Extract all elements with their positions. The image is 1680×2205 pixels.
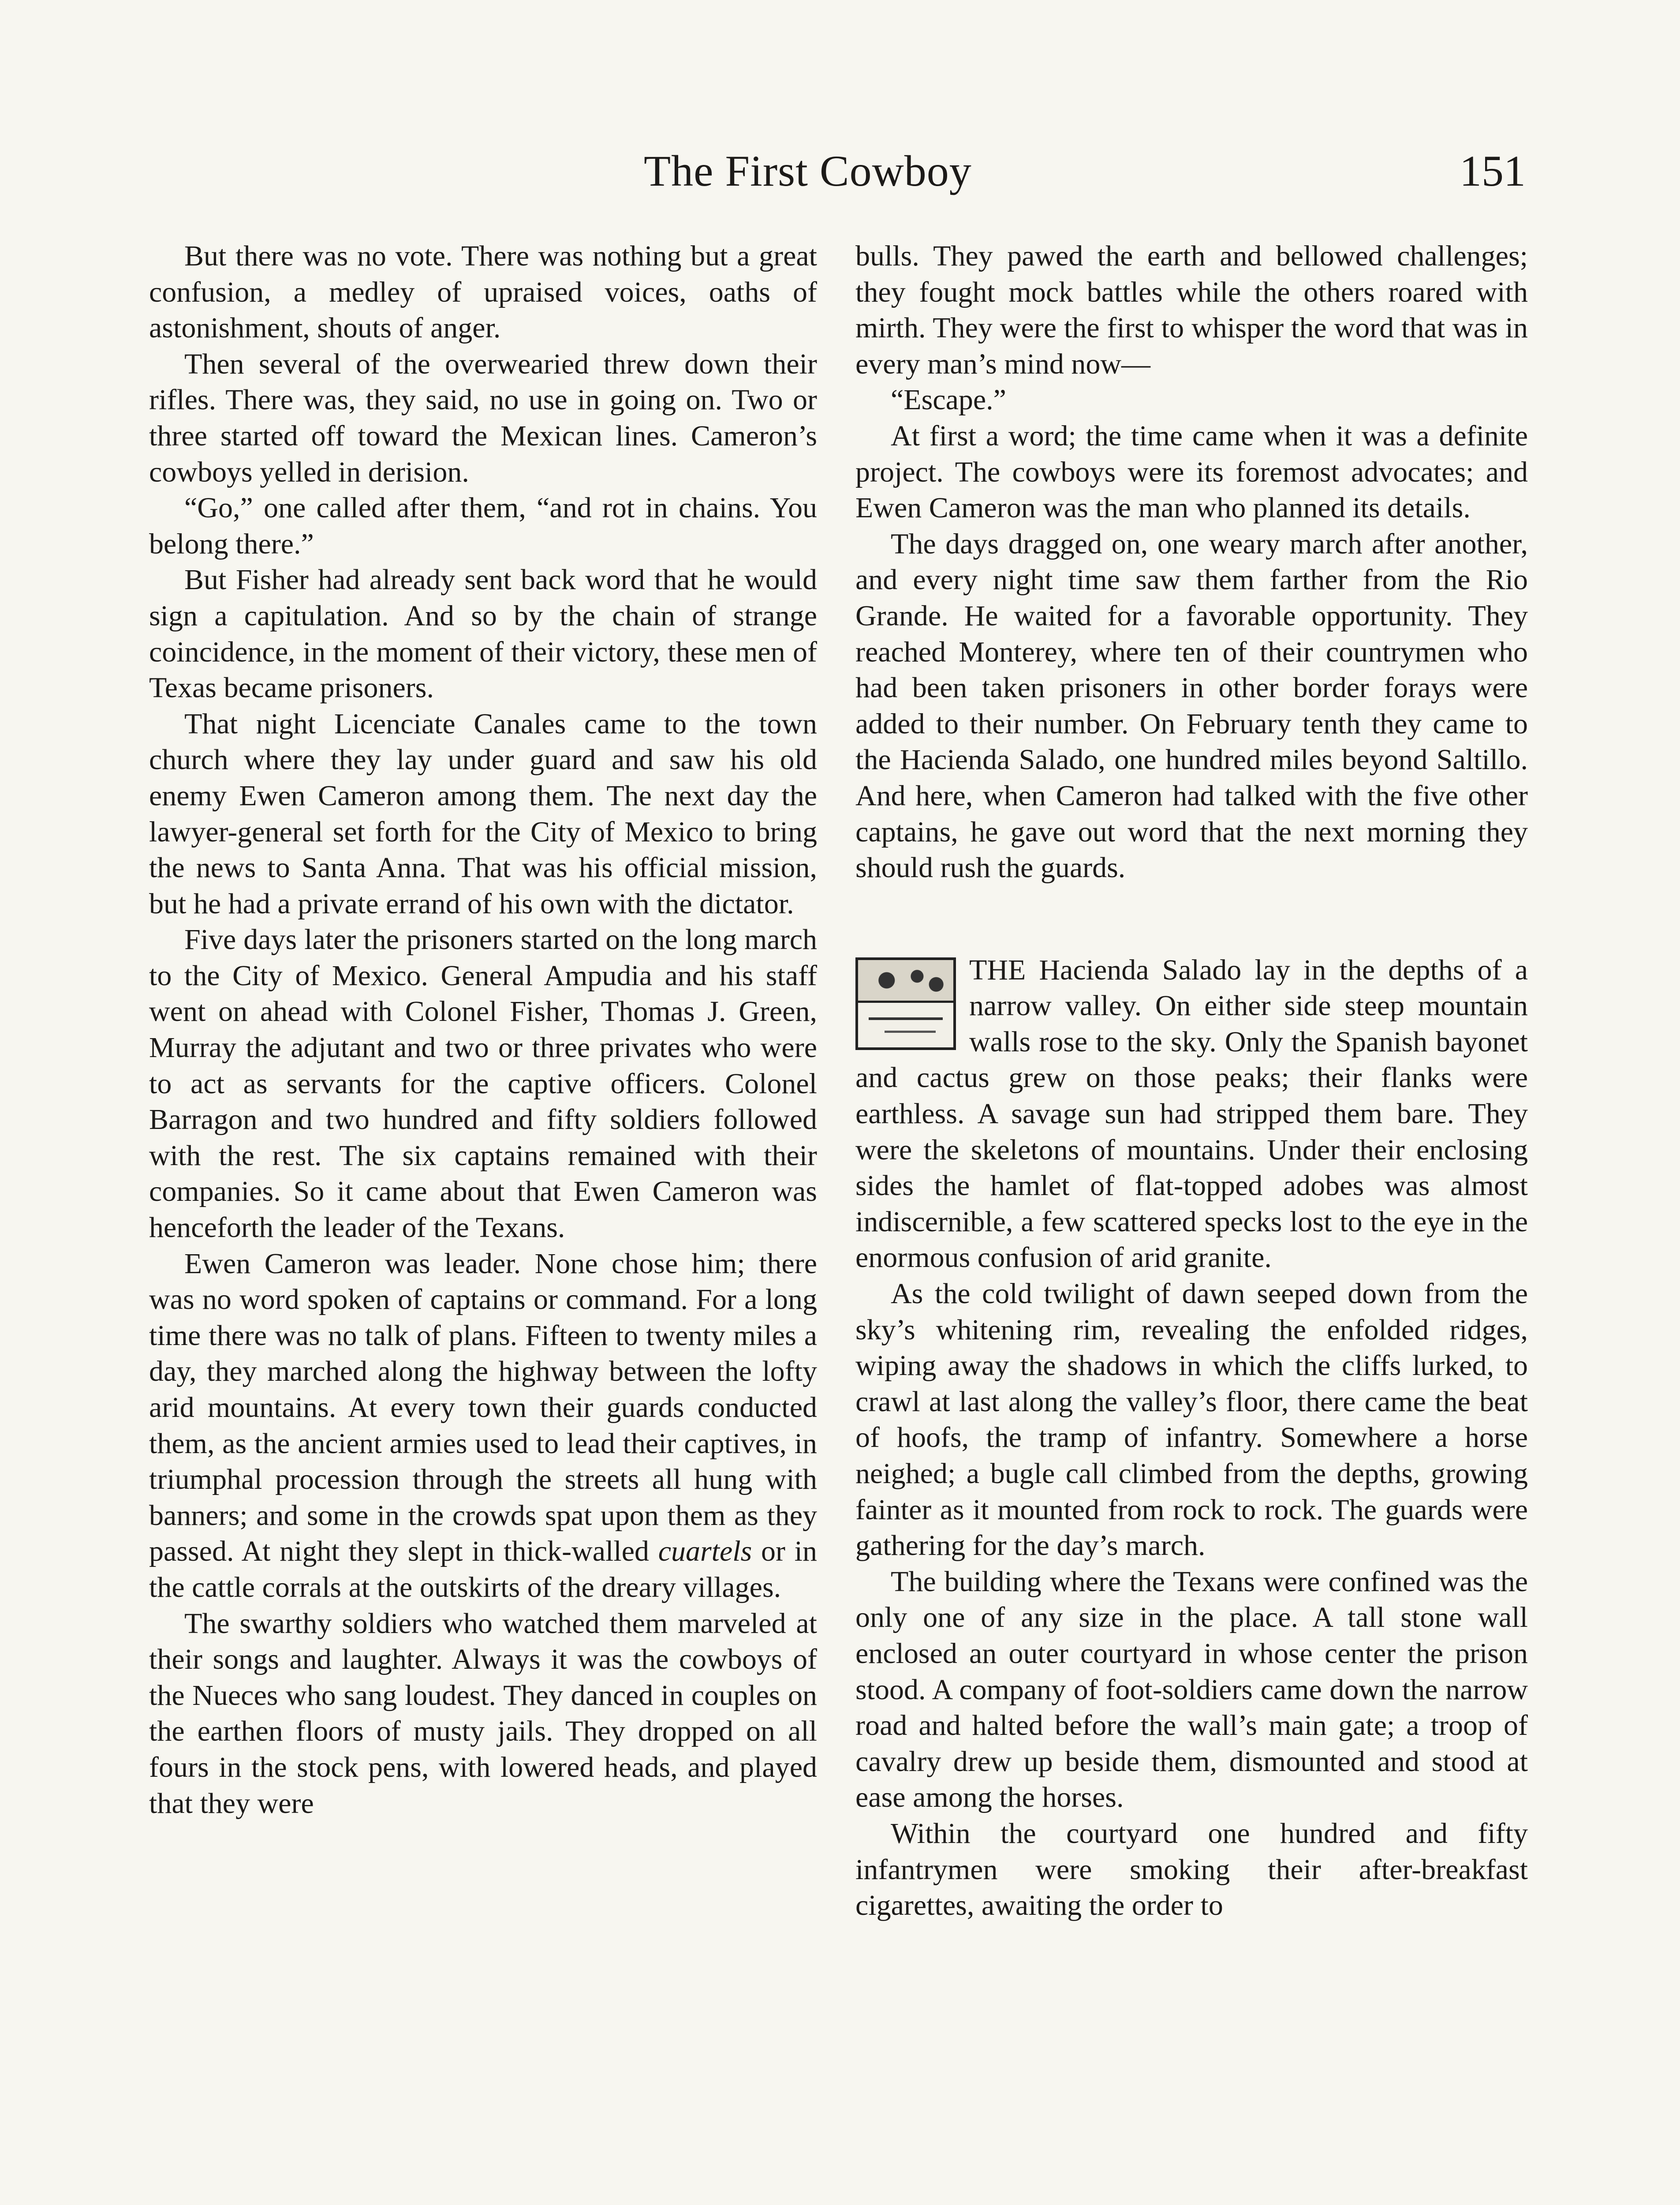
paragraph: Then several of the overwearied threw down their rifles. There was, they said, no use in going on. Two or three started off toward the Mexican lines. Cameron’s cowboys yelled in derision. [149, 348, 817, 488]
ornament-landscape [858, 960, 953, 1003]
paragraph: That night Licenciate Canales came to the town church where they lay under guard and saw his old enemy Ewen Cameron among them. The next day the lawyer-general set forth for the City of Mexico to bring the news to Santa Anna. That was his official mission, but he had a private errand of his own with the dictator. [149, 707, 817, 920]
page-number: 151 [1460, 146, 1526, 195]
paragraph: The building where the Texans were confined was the only one of any size in the place. A tall stone wall enclosed an outer courtyard in whose center the prison stood. A company of foot-soldiers came down the narrow road and halted before the wall’s main gate; a troop of cavalry drew up beside them, dismounted and stood at ease among the horses. [855, 1565, 1528, 1814]
ornament-rule [885, 1031, 936, 1033]
paragraph: But Fisher had already sent back word that he would sign a capitulation. And so by the chain of strange coincidence, in the moment of their victory, these men of Texas became prisoners. [149, 564, 817, 704]
section-break [855, 886, 1528, 952]
paragraph: At first a word; the time came when it was a definite project. The cowboys were its foremost advocates; and Ewen Cameron was the man who planned its details. [855, 419, 1528, 524]
ornament-rule [869, 1017, 943, 1020]
paragraph-text: THE Hacienda Salado lay in the depths of a narrow valley. On either side steep mountain walls rose to the sky. Only the Spanish bayonet and cactus grew on those peaks; their flanks were earthless. A savage sun had stripped them bare. They were the skeletons of mountains. Under their enclosing sides the hamlet of flat-topped adobes was almost indiscernible, a few scattered specks lost to the eye in the enormous confusion of arid granite. [855, 953, 1528, 1274]
paragraph: The swarthy soldiers who watched them marveled at their songs and laughter. Always it was the cowboys of the Nueces who sang loudest. They danced in couples on the earthen floors of musty jails. They dropped on all fours in the stock pens, with lowered heads, and played that they were [149, 1607, 817, 1820]
paragraph: As the cold twilight of dawn seeped down from the sky’s whitening rim, revealing the enfolded ridges, wiping away the shadows in which the cliffs lurked, to crawl at last along the valley’s floor, there came the beat of hoofs, the tramp of infantry. Somewhere a horse neighed; a bugle call climbed from the depths, growing fainter as it mounted from rock to rock. The guards were gathering for the day’s march. [855, 1278, 1528, 1562]
paragraph-tail: or in the cattle corrals at the outskirts of the dreary villages. [149, 1535, 817, 1603]
paragraph: “Go,” one called after them, “and rot in chains. You belong there.” [149, 492, 817, 560]
paragraph-text: Ewen Cameron was leader. None chose him; there was no word spoken of captains or command. For a long time there was no talk of plans. Fifteen to twenty miles a day, they marched along the highway between the lofty arid mountains. At every town their guards conducted them, as the ancient armies used to lead their captives, in triumphal procession through the streets all hung with banners; and some in the crowds spat upon them as they passed. At night they slept in thick-walled [149, 1247, 817, 1568]
paragraph: The days dragged on, one weary march after another, and every night time saw them farther from the Rio Grande. He waited for a favorable opportunity. They reached Monterey, where ten of their countrymen who had been taken prisoners in other border forays were added to their number. On February tenth they came to the Hacienda Salado, one hundred miles beyond Saltillo. And here, when Cameron had talked with the five other captains, he gave out word that the next morning they should rush the guards. [855, 527, 1528, 884]
paragraph [149, 1246, 817, 1606]
italic-word: cuartels [658, 1535, 752, 1568]
decorative-ornament-icon [855, 957, 956, 1050]
page-title: The First Cowboy [644, 146, 972, 195]
paragraph: Within the courtyard one hundred and fifty infantrymen were smoking their after-breakfast cigarettes, awaiting the order to [855, 1817, 1528, 1922]
paragraph: “Escape.” [891, 384, 1006, 416]
left-column [149, 238, 817, 1821]
paragraph: bulls. They pawed the earth and bellowed challenges; they fought mock battles while the others roared with mirth. They were the first to whisper the word that was in every man’s mind now— [855, 240, 1528, 380]
running-head [0, 146, 1680, 203]
paragraph: But there was no vote. There was nothing but a great confusion, a medley of upraised voices, oaths of astonishment, shouts of anger. [149, 240, 817, 344]
paragraph: Five days later the prisoners started on the long march to the City of Mexico. General Ampudia and his staff went on ahead with Colonel Fisher, Thomas J. Green, Murray the adjutant and two or three privates who were to act as servants for the captive officers. Colonel Barragon and two hundred and fifty soldiers followed with the rest. The six captains remained with their companies. So it came about that Ewen Cameron was henceforth the leader of the Texans. [149, 923, 817, 1244]
section-opening-paragraph [855, 952, 1528, 1276]
right-column [855, 238, 1528, 1924]
